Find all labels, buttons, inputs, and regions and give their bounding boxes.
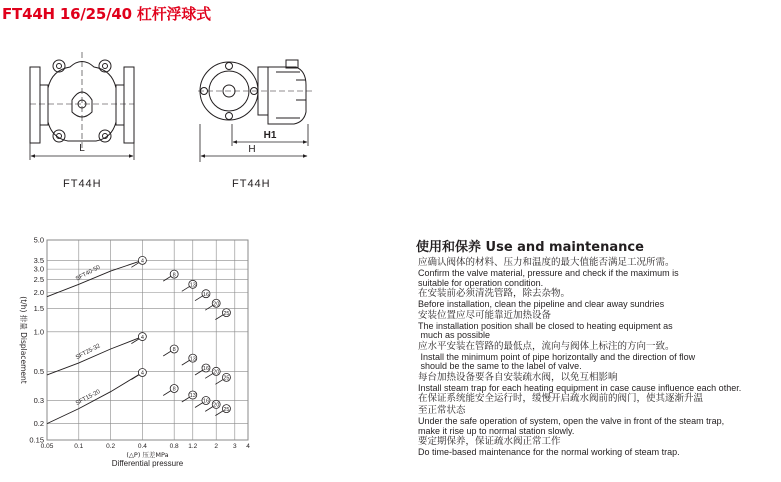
x-tick-label: 0.4 [137,443,147,450]
usage-line-zh: 安装位置应尽可能靠近加热设备 [418,309,552,321]
y-tick-label: 0.3 [33,395,44,405]
x-tick-label: 1.2 [188,443,198,450]
usage-line-en: The installation position shall be closed to heating equipment as much as possible [418,320,673,340]
y-tick-label: 3.5 [33,255,44,265]
marker-leader [215,411,223,416]
dim-H-label: H [248,144,256,155]
pressure-marker-label: 4 [140,258,144,265]
y-tick-label: 0.15 [29,435,44,445]
pressure-marker-label: 16 [202,398,210,405]
side-view-caption: FT44H [232,178,271,190]
x-axis-label-en: Differential pressure [111,459,184,468]
series-line [47,334,144,375]
usage-list [416,257,778,458]
marker-leader [131,375,139,380]
usage-heading: 使用和保养 Use and maintenance [416,240,644,255]
marker-leader [163,276,171,281]
usage-line-zh: 在保证系统能安全运行时，缓慢开启疏水阀前的阀门，使其逐渐升温 [418,393,704,404]
usage-line-zh: 至正常状态 [418,405,466,416]
marker-leader [182,286,190,291]
usage-line-en: Do time-based maintenance for the normal working of steam trap. [418,447,680,457]
marker-leader [163,391,171,396]
y-tick-label: 0.5 [33,366,44,376]
series-label: SFT15-20 [75,389,102,407]
marker-leader [195,370,203,375]
usage-line-zh: 每台加热设备要各自安装疏水阀，以免互相影响 [418,371,618,383]
dim-H1-label: H1 [263,130,277,141]
pressure-marker-label: 25 [223,375,230,382]
usage-line-zh: 在安装前必须清洗管路，除去杂物。 [418,288,571,299]
chart-frame [47,240,248,440]
marker-leader [205,305,213,310]
pressure-marker-label: 4 [140,370,144,377]
x-tick-label: 2 [214,443,219,450]
page-title: FT44H 16/25/40 杠杆浮球式 [2,5,211,23]
usage-line-en: Install the minimum point of pipe horizontally and the direction of flow should be the same to the label of valve. [420,351,696,371]
y-tick-label: 1.5 [33,304,44,314]
usage-line-en: Confirm the valve material, pressure and check if the maximum is suitable for operation condition. [418,268,679,288]
pressure-marker-label: 25 [223,406,230,413]
marker-leader [163,351,171,356]
pressure-marker-label: 8 [172,386,176,393]
y-tick-label: 5.0 [33,235,44,245]
pressure-marker-label: 13 [189,393,196,400]
y-axis-label: (t/h) 排量 Displacement [19,296,28,384]
pressure-marker-label: 20 [213,301,220,308]
marker-leader [195,403,203,408]
usage-maintenance-section [416,236,778,458]
usage-line-en: Under the safe operation of system, open the valve in front of the steam trap, make it rise up to normal station slowly. [418,416,725,436]
front-view-caption: FT44H [63,178,102,190]
dimension-H [200,124,307,162]
marker-leader [182,397,190,402]
series-label: SFT25-32 [75,343,102,362]
pressure-marker-label: 20 [213,402,220,409]
marker-leader [195,296,203,301]
pressure-marker-label: 16 [202,366,210,373]
pressure-marker-label: 8 [172,272,176,279]
marker-leader [215,379,223,384]
pressure-marker-label: 13 [189,282,196,289]
pressure-marker-label: 4 [140,334,144,341]
marker-leader [205,406,213,411]
marker-leader [215,315,223,320]
y-tick-label: 3.0 [33,264,44,274]
marker-leader [182,360,190,365]
x-tick-label: 0.05 [40,443,54,450]
usage-line-en: Install steam trap for each heating equipment in case cause influence each other. [418,382,742,393]
x-tick-label: 4 [246,443,250,450]
pressure-marker-label: 13 [189,356,196,363]
x-tick-label: 0.8 [169,443,179,450]
pressure-marker-label: 20 [213,369,220,376]
displacement-chart [19,236,250,469]
y-tick-label: 2.0 [33,287,44,297]
valve-front-view [30,52,134,150]
series-label: SFT40-50 [75,264,102,283]
x-tick-label: 3 [232,443,237,450]
series-line [47,370,144,424]
y-tick-label: 0.2 [33,419,44,429]
dim-L-label: L [79,143,85,154]
marker-leader [205,373,213,378]
y-tick-label: 2.5 [33,275,44,285]
pressure-marker-label: 25 [223,310,230,317]
x-tick-label: 0.1 [74,443,84,450]
usage-line-zh: 应水平安装在管路的最低点，流向与阀体上标注的方向一致。 [418,340,675,352]
y-tick-label: 1.0 [33,327,44,337]
usage-line-zh: 应确认阀体的材料、压力和温度的最大值能否满足工况所需。 [418,257,675,268]
usage-line-zh: 要定期保养，保证疏水阀正常工作 [418,436,561,447]
x-tick-label: 0.2 [106,443,116,450]
usage-line-en: Before installation, clean the pipeline and clear away sundries [418,299,665,309]
pressure-marker-label: 8 [172,347,176,354]
x-axis-label-zh: (△P) 压差MPa [126,451,169,459]
valve-side-view [198,60,312,124]
pressure-marker-label: 16 [202,291,210,298]
